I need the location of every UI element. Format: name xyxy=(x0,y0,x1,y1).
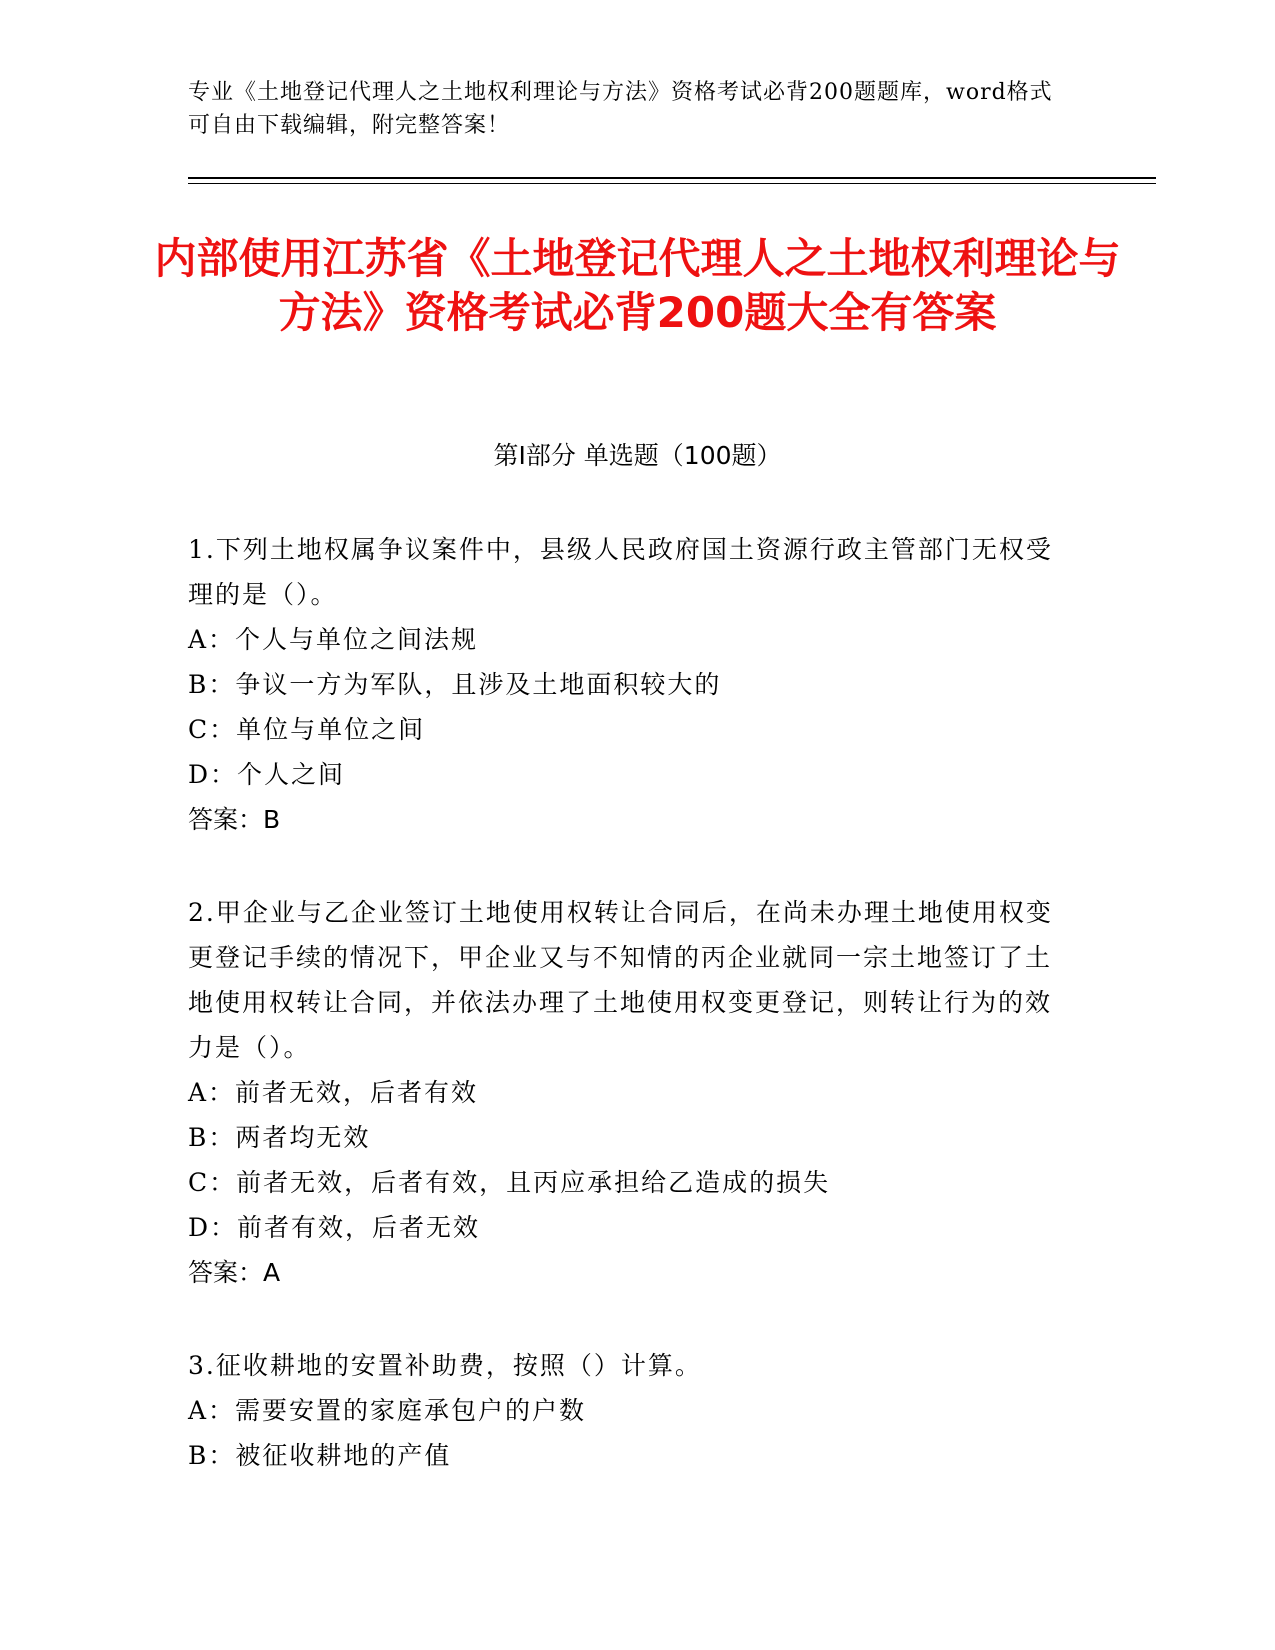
option-d: D：个人之间 xyxy=(188,760,346,789)
option-a: A：需要安置的家庭承包户的户数 xyxy=(188,1396,587,1425)
option-b: B：两者均无效 xyxy=(188,1123,371,1152)
question-2 xyxy=(188,890,1058,1295)
section-heading: 第Ⅰ部分 单选题（100题） xyxy=(493,441,782,470)
question-3 xyxy=(188,1343,1058,1478)
option-d: D：前者有效，后者无效 xyxy=(188,1213,481,1242)
answer: 答案：A xyxy=(188,1258,281,1287)
header-note: 专业《土地登记代理人之土地权利理论与方法》资格考试必背200题题库，word格式可自由下载编辑，附完整答案！ xyxy=(188,80,1053,138)
option-a: A：前者无效，后者有效 xyxy=(188,1078,479,1107)
header-rule-thin xyxy=(188,183,1156,184)
answer: 答案：B xyxy=(188,805,281,834)
option-c: C：前者无效，后者有效，且丙应承担给乙造成的损失 xyxy=(188,1168,831,1197)
option-b: B：争议一方为军队，且涉及土地面积较大的 xyxy=(188,670,722,699)
question-stem: 1.下列土地权属争议案件中，县级人民政府国土资源行政主管部门无权受理的是（）。 xyxy=(188,535,1053,609)
option-b: B：被征收耕地的产值 xyxy=(188,1441,452,1470)
question-stem: 3.征收耕地的安置补助费，按照（）计算。 xyxy=(188,1351,702,1380)
option-a: A：个人与单位之间法规 xyxy=(188,625,479,654)
option-c: C：单位与单位之间 xyxy=(188,715,426,744)
document-title: 内部使用江苏省《土地登记代理人之土地权利理论与方法》资格考试必背200题大全有答案 xyxy=(154,234,1121,337)
question-stem: 2.甲企业与乙企业签订土地使用权转让合同后，在尚未办理土地使用权变更登记手续的情况下，甲企业又与不知情的丙企业就同一宗土地签订了土地使用权转让合同，并依法办理了土地使用权变更登记，则转让行为的效力是（）。 xyxy=(188,898,1053,1062)
header-rule-thick xyxy=(188,177,1156,179)
question-1 xyxy=(188,527,1058,842)
